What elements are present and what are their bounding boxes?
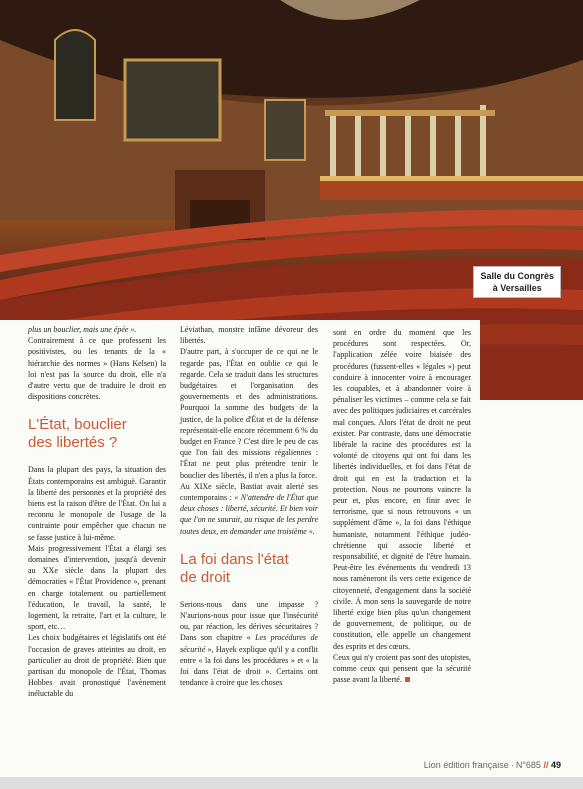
photo-caption [473,266,561,298]
section-heading-etat-bouclier [28,416,166,452]
section-heading-foi-etat-droit [180,551,318,587]
col2-paragraph-1: Léviathan, monstre infâme dévoreur des libertés. [180,325,318,346]
page-footer: Lion édition française · N°685 // 49 [423,760,561,770]
col3-paragraph-2 [333,652,471,686]
col2-paragraph-4 [180,599,318,689]
col1-paragraph-3: Mais progressivement l'État a élargi ses domaines d'intervention, jusqu'à devenir au XXe siècle dans la plupart des démocraties « l'État Providence », prenant en charge totalement ou partiellement l'éducation, le travail, la santé, le logement, la retraite, l'art et la culture, le sport, etc… [28,543,166,632]
caption-line2: à Versailles [492,283,542,293]
col2-p4-start: Serions-nous dans une impasse ? N'aurions-nous pour issue que l'insécurité ou, par réaction, les dérives sécuritaires ? Dans son chapitre « [180,599,318,643]
col1-paragraph-4: Les choix budgétaires et législatifs ont été l'occasion de graves atteintes au droit, en particulier au droit de propriété. Bien que partisan du monopole de l'État, Thomas Hobbes avait pronostiqué l'avènement inéluctable du [28,633,166,699]
heading-line2: des libertés ? [28,434,118,452]
article-column-2 [180,324,318,688]
footer-slashes: // [543,760,549,770]
col2-p4-end: », Hayek explique qu'il y a conflit entre « la foi dans les procédures » et « la foi dans l'état de droit ». Certains ont tendance à croire que les choses [180,644,318,688]
col2-paragraph-3 [180,481,318,537]
article-column-3 [333,327,471,686]
heading-line1: La foi dans l'état [180,550,289,568]
hayek-chapter-title: Les procédures de sécurité [180,633,318,654]
article-end-square-icon [405,677,410,682]
col1-intro: plus un bouclier, mais une épée ». [28,325,137,334]
article-column-1 [28,324,166,700]
magazine-name: Lion édition française [423,760,509,770]
col2-p3-start: Au XIXe siècle, Bastiat avait alerté ses contemporains : [180,481,318,503]
heading-line2: de droit [180,568,231,586]
col1-paragraph-1: Contrairement à ce que professent les positivistes, ou les tenants de la « hiérarchie des normes » (Hans Kelsen) la loi n'est pas la source du droit, elle n'a d'autre vertu que de traduire le droit en dispositions concrètes. [28,336,166,402]
bottom-edge-bar [0,777,583,789]
issue-number: N°685 [515,760,541,770]
bastiat-quote: « N'attendre de l'État que deux choses : liberté, sécurité. Et bien voir que l'on ne saurait, au risque de les perdre toutes deux, en demander une troisième ». [180,493,319,536]
col2-paragraph-2: D'autre part, à s'occuper de ce qui ne le regarde pas, l'État en oublie ce qui le regarde. Cela se traduit dans les structures budgétaires et l'organisation des gouvernements et des administrations. Pourquoi la somme des budgets de la justice, de la police d'État et de la défense représentait-elle encore récemment 6 % du budget en France ? C'est dire le peu de cas que l'on fait des missions régaliennes : l'État ne peut plus prétendre tenir le bouclier des libertés, il n'en a plus la force. [180,347,318,480]
page-number: 49 [550,760,561,770]
col3-paragraph-1: sont en ordre du moment que les procédures sont respectées. Or, l'application zélée voire biaisée des procédures (fussent-elles « légales ») peut conduire à innocenter voire à encourager les coupables, et à abandonner voire à pénaliser les victimes – comme cela se fait avec des politiques judiciaires et carcérales mal conçues. Alors l'état de droit ne peut exister. Par contraste, dans une démocratie libérale la racine des procédures est la volonté de citoyens qui ont foi dans les libertés individuelles, et foi dans l'état de droit qui en est la traduction et la protection. Nous ne pourrons vaincre la peur et, plus encore, en finir avec le terrorisme, que si nous retrouvons « un supplément d'âme », la foi dans l'éthique humaniste, notamment l'éthique judéo-chrétienne qui associe liberté et responsabilité, et dignité de l'être humain. Peut-être les événements du vendredi 13 nous ramèneront ils vers cette exigence de citoyenneté, d'engagement dans la société civile. À mon sens la sauvegarde de notre liberté exige bien plus qu'un changement de gouvernement, de politique, ou de constitution, elle appelle un changement des esprits et des cœurs. [333,328,471,651]
caption-line1: Salle du Congrès [480,271,554,281]
col1-paragraph-2: Dans la plupart des pays, la situation des États contemporains est ambiguë. Garantir la liberté des personnes et la propriété des biens est la raison d'être de l'État. On lui a reconnu le monopole de l'usage de la contrainte pour empêcher que chacun ne se fasse justice à lui-même. [28,465,166,542]
heading-line1: L'État, bouclier [28,416,127,434]
col3-p2-text: Ceux qui n'y croient pas sont des utopistes, comme ceux qui pensent que la sécurité passe avant la liberté. [333,652,471,685]
